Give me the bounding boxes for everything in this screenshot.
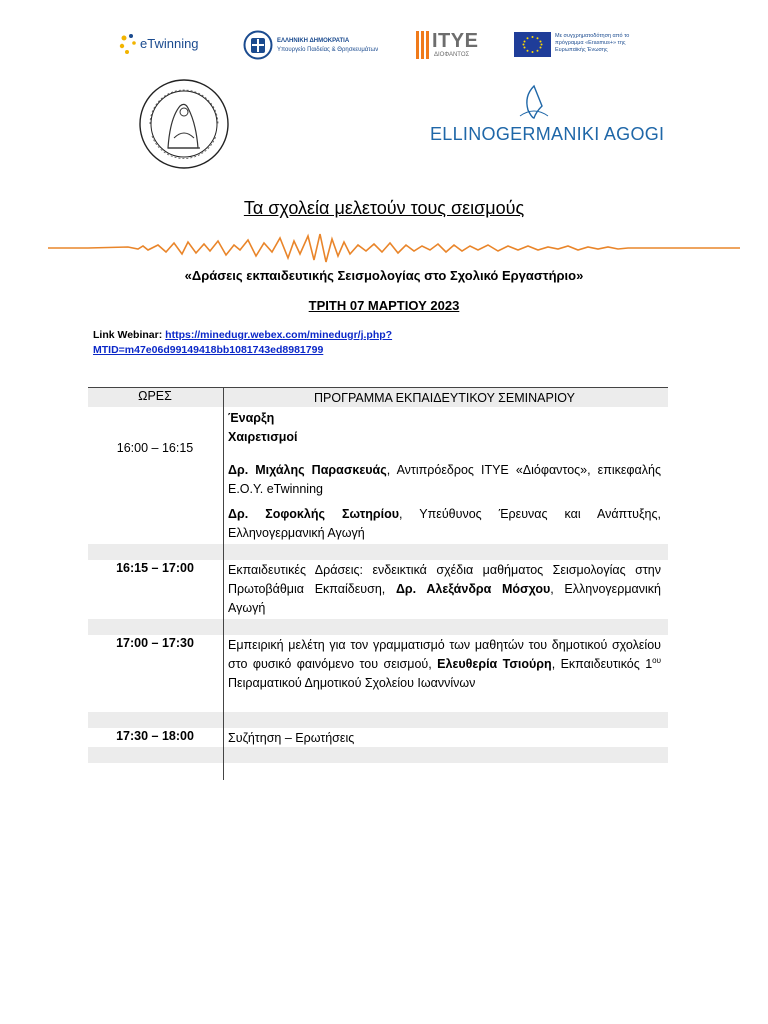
header-time: ΩΡΕΣ	[138, 389, 172, 403]
greece-line2: Υπουργείο Παιδείας & Θρησκευμάτων	[277, 47, 379, 53]
spacer-row	[88, 747, 668, 763]
row-description: Συζήτηση – Ερωτήσεις	[228, 731, 355, 745]
header-program: ΠΡΟΓΡΑΜΜΑ ΕΚΠΑΙΔΕΥΤΙΚΟΥ ΣΕΜΙΝΑΡΙΟΥ	[314, 391, 575, 405]
greetings-item: Χαιρετισμοί	[228, 430, 298, 444]
table-column-divider	[223, 387, 224, 780]
eu-cofunding-text: Με συγχρηματοδότηση από το πρόγραμμα «Erasmus+» της Ευρωπαϊκής Ένωσης	[555, 33, 630, 53]
seismogram-divider	[48, 228, 740, 268]
ordinal-suffix: ου	[652, 655, 661, 665]
row-time: 17:30 – 18:00	[116, 729, 194, 743]
webinar-url-part1[interactable]: https://minedugr.webex.com/minedugr/j.php?	[165, 329, 393, 341]
etwinning-stars-icon	[118, 32, 140, 58]
row-text: Πειραματικού Δημοτικού Σχολείου Ιωαννίνων	[228, 676, 476, 690]
observatory-seal-icon	[138, 78, 230, 170]
spacer-row	[88, 712, 668, 728]
greece-line1: ΕΛΛΗΝΙΚΗ ΔΗΜΟΚΡΑΤΙΑ	[277, 38, 350, 44]
row-text: , Εκπαιδευτικός 1	[551, 657, 653, 671]
spacer-row	[88, 544, 668, 560]
ellinogermaniki-wordmark: ELLINOGERMANIKI AGOGI	[430, 124, 665, 144]
eu-logo	[514, 32, 644, 58]
national-observatory-athens-seal	[138, 78, 230, 170]
row-time: 16:15 – 17:00	[116, 561, 194, 575]
speaker-1	[228, 461, 661, 499]
itye-subtitle: ΔΙΟΦΑΝΤΟΣ	[434, 52, 470, 58]
row-text: Εκπαιδευτικές Δράσεις: ενδεικτικά σχέδια μαθήματος Σεισμολογίας στην Πρωτοβάθμια Εκπαίδευση,	[228, 563, 661, 596]
presenter-name: Ελευθερία Τσιούρη	[437, 657, 552, 671]
greek-emblem-icon	[243, 30, 273, 60]
eu-flag-icon	[514, 32, 551, 57]
row-description	[228, 409, 661, 543]
ellinogermaniki-emblem-icon	[514, 82, 554, 122]
ellinogermaniki-logo	[430, 86, 665, 146]
row-text: Εμπειρική μελέτη για τον γραμματισμό των μαθητών του δημοτικού σχολείου στο φυσικό φαινόμενο του σεισμού,	[228, 638, 661, 671]
itye-logo	[416, 30, 511, 62]
seminar-date: ΤΡΙΤΗ 07 ΜΑΡΤΙΟΥ 2023	[308, 298, 460, 313]
row-time: 17:00 – 17:30	[116, 636, 194, 650]
speaker-2-role: , Υπεύθυνος Έρευνας και Ανάπτυξης, Ελληνογερμανική Αγωγή	[228, 507, 662, 540]
row-time: 16:00 – 16:15	[116, 441, 194, 455]
row-description	[228, 561, 661, 618]
spacer-row	[88, 619, 668, 635]
etwinning-logo	[118, 32, 236, 60]
page-title: Τα σχολεία μελετούν τους σεισμούς	[243, 198, 525, 218]
speaker-1-role: , Αντιπρόεδρος ΙΤΥΕ «Διόφαντος», επικεφαλής Ε.Ο.Υ. eTwinning	[228, 463, 661, 496]
webinar-label: Link Webinar:	[93, 329, 163, 341]
presenter-name: Δρ. Αλεξάνδρα Μόσχου	[395, 582, 551, 596]
table-top-border	[88, 387, 668, 388]
row-text: , Ελληνογερμανική Αγωγή	[228, 582, 662, 615]
opening-item: Έναρξη	[228, 411, 275, 425]
speaker-1-name: Δρ. Μιχάλης Παρασκευάς	[228, 463, 387, 477]
seminar-subtitle: «Δράσεις εκπαιδευτικής Σεισμολογίας στο Σχολικό Εργαστήριο»	[184, 268, 584, 283]
greek-ministry-logo	[243, 30, 401, 62]
row-description	[228, 636, 661, 693]
etwinning-wordmark: eTwinning	[140, 36, 199, 51]
speaker-2-name: Δρ. Σοφοκλής Σωτηρίου	[228, 507, 400, 521]
speaker-2	[228, 505, 661, 543]
itye-wordmark: ΙΤΥΕ	[432, 30, 479, 52]
itye-mark-icon	[416, 31, 430, 61]
webinar-info	[93, 328, 453, 358]
webinar-url-part2[interactable]: MTID=m47e06d99149418bb1081743ed8981799	[93, 344, 324, 356]
